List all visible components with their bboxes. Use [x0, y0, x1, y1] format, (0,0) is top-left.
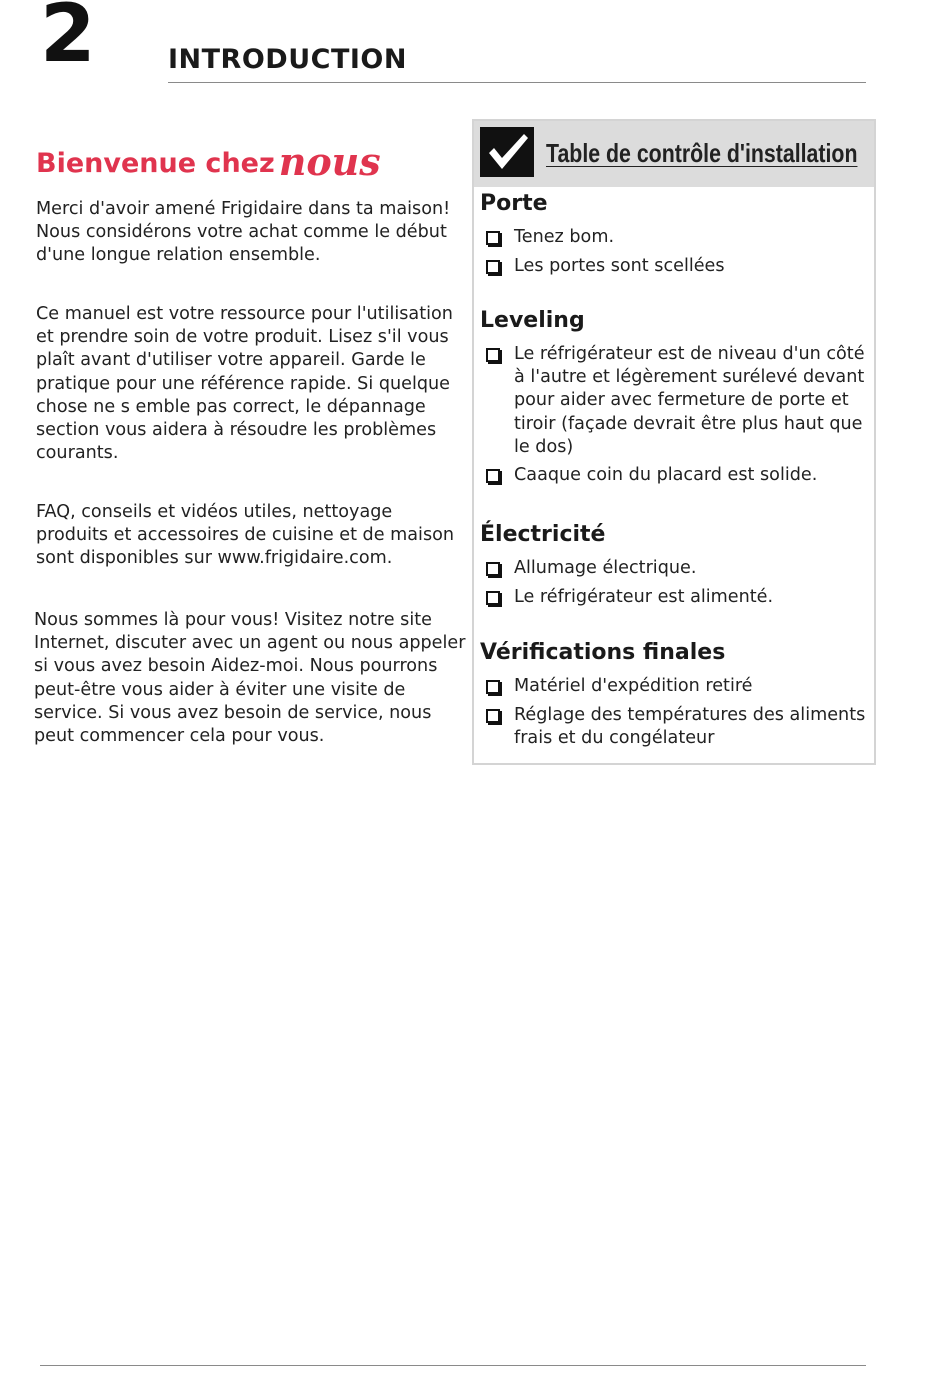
installation-checklist [472, 119, 876, 765]
checkbox-icon[interactable] [486, 348, 500, 362]
checklist-item-label: Le réfrigérateur est de niveau d'un côté à l'autre et légèrement surélevé devant pour aider avec fermeture de porte et tiroir (façade devrait être plus haut que le dos) [514, 344, 865, 457]
checklist-item[interactable] [480, 255, 870, 278]
checklist-item-label: Caaque coin du placard est solide. [514, 465, 818, 485]
header-divider [168, 82, 866, 83]
intro-paragraph-manual: Ce manuel est votre ressource pour l'utilisation et prendre soin de votre produit. Lisez s'il vous plaît avant d'utiliser votre appareil. Garde le pratique pour une référence rapide. Si quelque chose ne s emble pas correct, le dépannage section vous aidera à résoudre les problèmes courants. [36, 304, 453, 464]
checklist-group-title: Vérifications finales [480, 640, 726, 665]
checkbox-icon[interactable] [486, 469, 500, 483]
checklist-header [474, 121, 874, 187]
checklist-item[interactable] [480, 586, 870, 609]
checkbox-icon[interactable] [486, 591, 500, 605]
checklist-item[interactable] [480, 704, 870, 750]
checklist-item-label: Matériel d'expédition retiré [514, 676, 753, 696]
footer-divider [40, 1365, 866, 1366]
checklist-item[interactable] [480, 226, 870, 249]
checkbox-icon[interactable] [486, 260, 500, 274]
checklist-group-title: Leveling [480, 308, 585, 333]
checkbox-icon[interactable] [486, 231, 500, 245]
checkbox-icon[interactable] [486, 680, 500, 694]
page-number: 2 [40, 0, 96, 80]
welcome-heading-script: nous [278, 139, 381, 184]
checklist-item-label: Le réfrigérateur est alimenté. [514, 587, 774, 607]
checklist-group-title: Porte [480, 191, 548, 216]
checklist-item[interactable] [480, 343, 870, 459]
checklist-item-label: Les portes sont scellées [514, 256, 725, 276]
checklist-item-label: Allumage électrique. [514, 558, 697, 578]
checklist-item-label: Réglage des températures des aliments frais et du congélateur [514, 705, 866, 749]
section-title: INTRODUCTION [168, 44, 407, 75]
intro-paragraph-support: Nous sommes là pour vous! Visitez notre site Internet, discuter avec un agent ou nous appeler si vous avez besoin Aidez-moi. Nous pourrons peut-être vous aider à éviter une visite de service. Si vous avez besoin de service, nous peut commencer cela pour vous. [34, 610, 466, 747]
checklist-group-title: Électricité [480, 522, 606, 547]
checklist-item-label: Tenez bom. [514, 227, 615, 247]
checkbox-icon[interactable] [486, 562, 500, 576]
welcome-heading [36, 136, 381, 184]
checklist-item[interactable] [480, 464, 870, 487]
intro-paragraph-faq: FAQ, conseils et vidéos utiles, nettoyage produits et accessoires de cuisine et de maison sont disponibles sur www.frigidaire.com. [36, 502, 455, 569]
checkmark-icon [480, 127, 534, 177]
checklist-title: Table de contrôle d'installation [546, 138, 858, 168]
checklist-item[interactable] [480, 557, 870, 580]
intro-paragraph-thanks: Merci d'avoir amené Frigidaire dans ta maison! Nous considérons votre achat comme le début d'une longue relation ensemble. [36, 199, 451, 266]
welcome-heading-main: Bienvenue chez [36, 148, 275, 179]
checkbox-icon[interactable] [486, 709, 500, 723]
checklist-item[interactable] [480, 675, 870, 698]
